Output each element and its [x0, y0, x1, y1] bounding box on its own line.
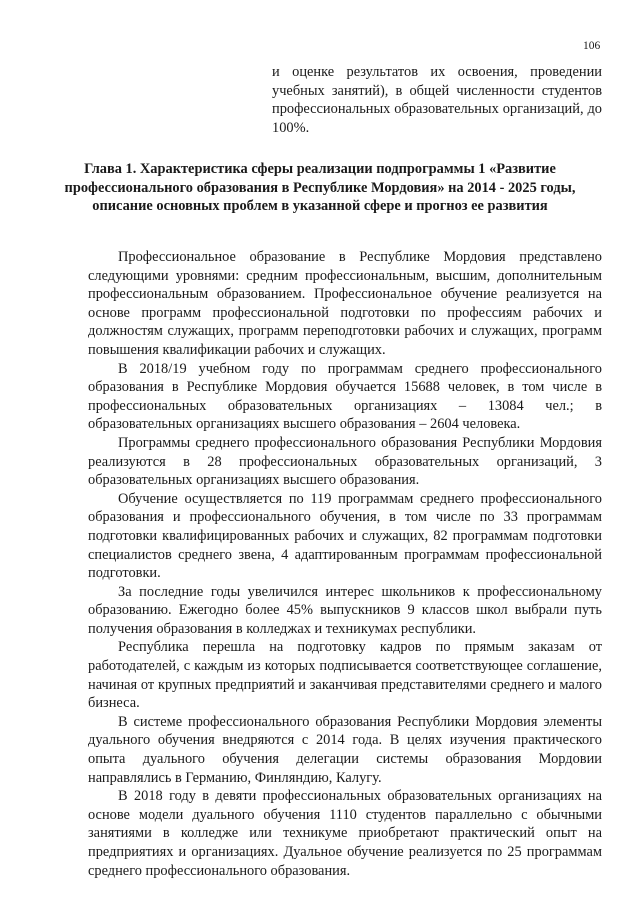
- paragraph: В системе профессионального образования Республики Мордовия элементы дуального обучения внедряются с 2014 года. В целях изучения практического опыта дуального обучения делегации системы образования Мордовии направлялись в Германию, Финляндию, Калугу.: [88, 713, 602, 786]
- paragraph: Обучение осуществляется по 119 программам среднего профессионального образования и профессионального обучения, в том числе по 33 программам подготовки квалифицированных рабочих и служащих, 82 программам подготовки специалистов среднего звена, 4 адаптированным программам профессиональной подготовки.: [88, 490, 602, 582]
- paragraph: В 2018/19 учебном году по программам среднего профессионального образования в Республике Мордовия обучается 15688 человек, в том числе в профессиональных образовательных организациях – 13084 чел.; в образовательных организациях высшего образования – 2604 человека.: [88, 360, 602, 433]
- chapter-heading: Глава 1. Характеристика сферы реализации подпрограммы 1 «Развитие профессионального образования в Республике Мордовия» на 2014 - 2025 годы, описание основных проблем в указанной сфере и прогноз ее развития: [64, 161, 576, 214]
- paragraph: В 2018 году в девяти профессиональных образовательных организациях на основе модели дуального обучения 1110 студентов параллельно с обычными занятиями в колледже или техникуме приобретают практический опыт на предприятиях и организациях. Дуальное обучение реализуется по 25 программам среднего профессионального образования.: [88, 788, 602, 879]
- paragraph: Республика перешла на подготовку кадров по прямым заказам от работодателей, с каждым из которых подписывается соответствующее соглашение, начиная от крупных предприятий и заканчивая представителями среднего и малого бизнеса.: [88, 639, 602, 712]
- paragraph: Профессиональное образование в Республике Мордовия представлено следующими уровнями: средним профессиональным, высшим, дополнительным профессиональным образованием. Профессиональное обучение реализуется на основе программ профессиональной подготовки по профессиям рабочих и должностям служащих, программ переподготовки рабочих и служащих, программ повышения квалификации рабочих и служащих.: [88, 249, 602, 358]
- paragraph: Программы среднего профессионального образования Республики Мордовия реализуются в 28 профессиональных образовательных организаций, 3 образовательных организациях высшего образования.: [88, 434, 602, 489]
- paragraph: За последние годы увеличился интерес школьников к профессиональному образованию. Ежегодно более 45% выпускников 9 классов школ выбрали путь получения образования в колледжах и техникумах республики.: [88, 583, 602, 637]
- chapter-body: [88, 248, 602, 880]
- continued-text-block: и оценке результатов их освоения, проведении учебных занятий), в общей численности студентов профессиональных образовательных организаций, до 100%.: [272, 64, 602, 136]
- page-number: 106: [583, 40, 601, 52]
